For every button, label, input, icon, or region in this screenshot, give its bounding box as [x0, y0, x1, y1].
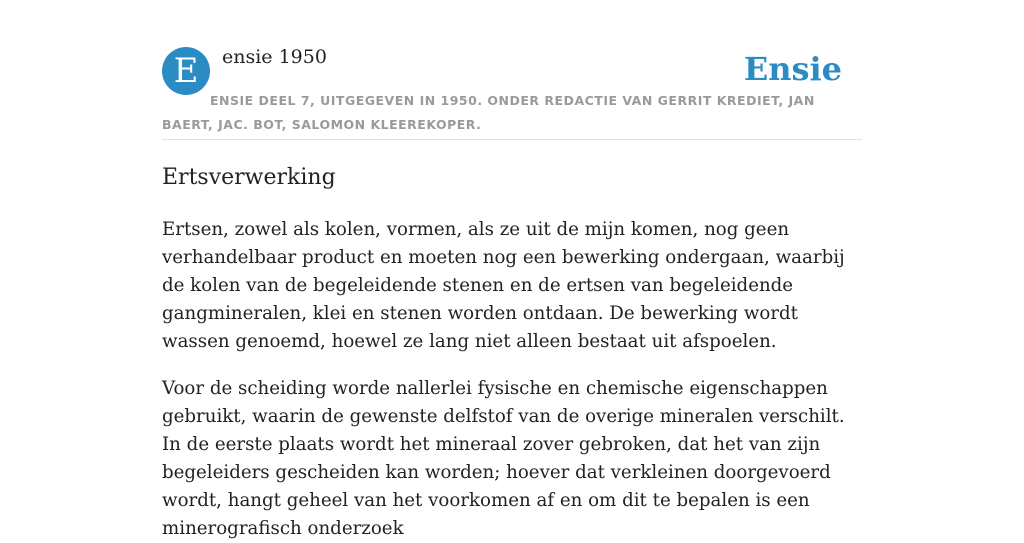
- site-logo[interactable]: [162, 47, 210, 95]
- header: [162, 0, 862, 140]
- site-name-link[interactable]: ensie 1950: [222, 46, 327, 68]
- header-divider: [162, 139, 862, 140]
- article: [162, 162, 864, 543]
- article-paragraph: Voor de scheiding worde nallerlei fysische en chemische eigenschappen gebruikt, waarin de gewenste delfstof van de overige mineralen verschilt. In de eerste plaats wordt het mineraal zover gebroken, dat het van zijn begeleiders gescheiden kan worden; hoever dat verkleinen doorgevoerd wordt, hangt geheel van het voorkomen af en om dit te bepalen is een minerografisch onderzoek: [162, 378, 845, 539]
- edition-subtitle: ENSIE DEEL 7, UITGEGEVEN IN 1950. ONDER REDACTIE VAN GERRIT KREDIET, JAN BAERT, JAC. BOT, SALOMON KLEEREKOPER.: [162, 93, 815, 132]
- article-title: Ertsverwerking: [162, 165, 336, 190]
- logo-letter: E: [173, 51, 199, 91]
- brand-logo-link[interactable]: Ensie: [743, 50, 842, 88]
- article-paragraph: Ertsen, zowel als kolen, vormen, als ze uit de mijn komen, nog geen verhandelbaar product en moeten nog een bewerking ondergaan, waarbij de kolen van de begeleidende stenen en de ertsen van begeleidende gangmineralen, klei en stenen worden ontdaan. De bewerking wordt wassen genoemd, hoewel ze lang niet alleen bestaat uit afspoelen.: [162, 219, 845, 352]
